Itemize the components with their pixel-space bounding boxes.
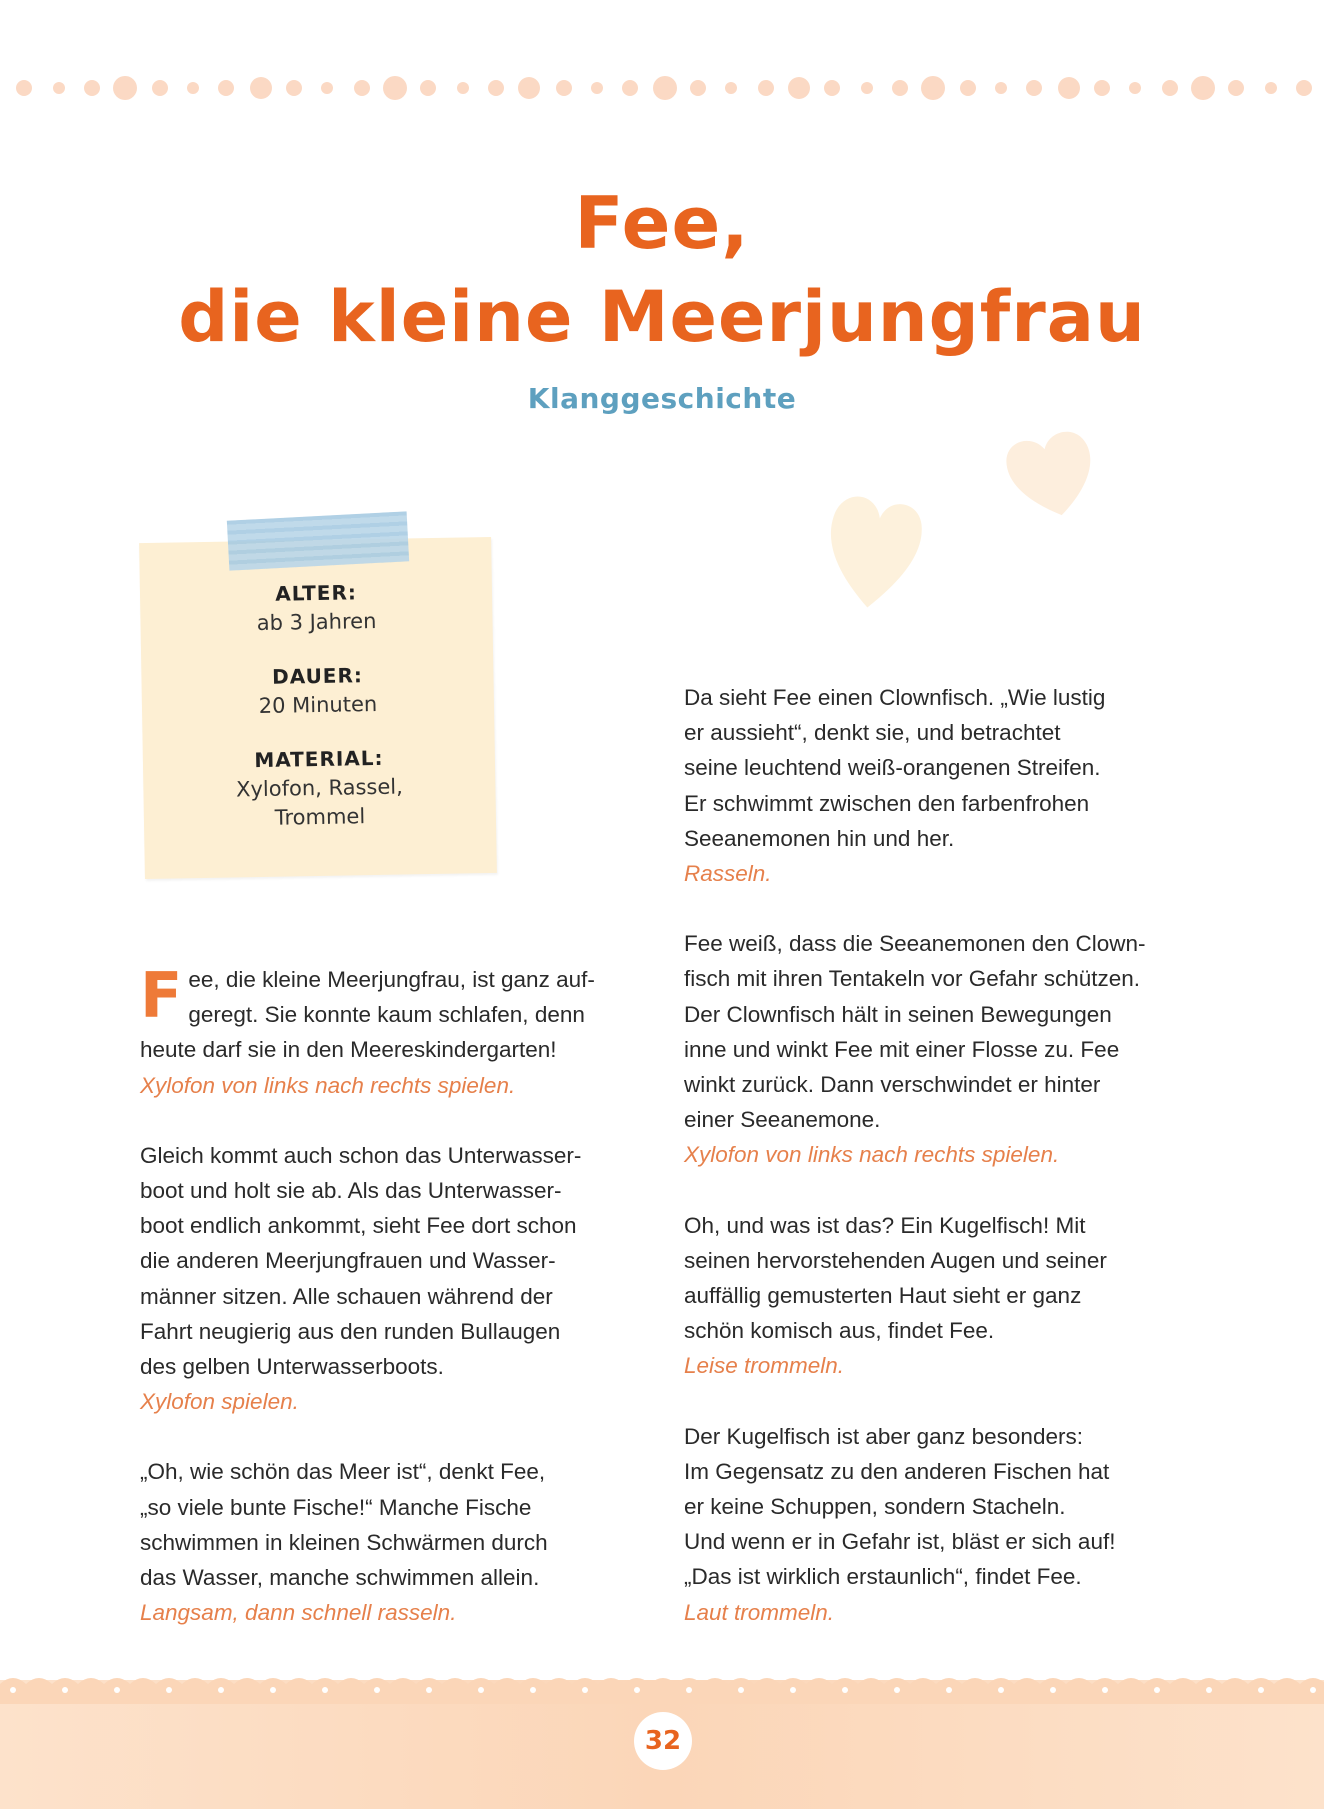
decorative-dot [634, 1687, 640, 1693]
decorative-dot [114, 1687, 120, 1693]
decorative-dot [84, 80, 100, 96]
text-line: Und wenn er in Gefahr ist, bläst er sich auf! [684, 1529, 1116, 1555]
text-line: Da sieht Fee einen Clownfisch. „Wie lustig [684, 685, 1106, 710]
decorative-dot [478, 1687, 484, 1693]
decorative-dot [556, 80, 572, 96]
sound-instruction: Xylofon spielen. [140, 1389, 299, 1415]
drop-cap: F [140, 959, 183, 1032]
decorative-dot [420, 80, 436, 96]
story-paragraph [684, 680, 1204, 891]
text-line: schwimmen in kleinen Schwärmen durch [140, 1529, 548, 1555]
text-line: inne und winkt Fee mit einer Flosse zu. Fee [684, 1036, 1120, 1062]
age-value: ab 3 Jahren [256, 608, 377, 636]
story-paragraph [684, 1208, 1204, 1384]
decorative-dot [894, 1687, 900, 1693]
decorative-dot [1258, 1687, 1264, 1693]
decorative-dot [488, 80, 504, 96]
heart-icon [820, 488, 930, 618]
page-title-line-2: die kleine Meerjungfrau [178, 276, 1146, 358]
decorative-dot [1228, 80, 1244, 96]
story-left-column [140, 959, 660, 1665]
decorative-dot [62, 1687, 68, 1693]
story-paragraph [684, 926, 1204, 1172]
decorative-dot [187, 82, 199, 94]
text-line: „Das ist wirklich erstaunlich“, findet Fee. [684, 1564, 1082, 1590]
decorative-dot [1129, 82, 1141, 94]
text-line: Der Clownfisch hält in seinen Bewegungen [684, 1001, 1112, 1027]
decorative-dot [1206, 1687, 1212, 1693]
decorative-dot [725, 82, 737, 94]
decorative-dot [270, 1687, 276, 1693]
text-line: ee, die kleine Meerjungfrau, ist ganz auf- [188, 967, 595, 992]
decorative-dot [622, 80, 638, 96]
decorative-dot [1094, 80, 1110, 96]
text-line: „Oh, wie schön das Meer ist“, denkt Fee, [140, 1459, 546, 1485]
story-paragraph [140, 1454, 660, 1630]
decorative-dot [53, 82, 65, 94]
text-line: „so viele bunte Fische!“ Manche Fische [140, 1494, 532, 1520]
scallop-shape [0, 1678, 1324, 1704]
decorative-dot [426, 1687, 432, 1693]
decorative-dot [1154, 1687, 1160, 1693]
tape-strip [227, 511, 409, 570]
decorative-dot [218, 80, 234, 96]
page-number: 32 [634, 1712, 692, 1770]
text-line: männer sitzen. Alle schauen während der [140, 1283, 553, 1309]
decorative-dot [1296, 80, 1312, 96]
text-line: Im Gegensatz zu den anderen Fischen hat [684, 1458, 1110, 1484]
page-subtitle: Klanggeschichte [527, 382, 797, 415]
decorative-dot [1310, 1687, 1316, 1693]
decorative-dot [690, 80, 706, 96]
decorative-dot [738, 1687, 744, 1693]
text-line: Fahrt neugierig aus den runden Bullaugen [140, 1318, 561, 1344]
decorative-dot [530, 1687, 536, 1693]
decorative-dot [321, 82, 333, 94]
decorative-dot [861, 82, 873, 94]
decorative-dot [686, 1687, 692, 1693]
decorative-dot [1162, 80, 1178, 96]
age-label: ALTER: [275, 580, 358, 606]
decorative-dot [998, 1687, 1004, 1693]
decorative-dot [824, 80, 840, 96]
text-line: Fee weiß, dass die Seeanemonen den Clown- [684, 931, 1146, 957]
duration-value: 20 Minuten [258, 691, 378, 719]
sound-instruction: Laut trommeln. [684, 1599, 835, 1625]
text-line: Gleich kommt auch schon das Unterwasser- [140, 1142, 582, 1168]
material-value [143, 771, 496, 835]
decorative-dot [788, 77, 810, 99]
decorative-dot [591, 82, 603, 94]
text-line: seine leuchtend weiß-orangenen Streifen. [684, 755, 1101, 781]
decorative-dot [1265, 82, 1277, 94]
material-label: MATERIAL: [254, 745, 384, 773]
decorative-dot [518, 77, 540, 99]
decorative-dot [374, 1687, 380, 1693]
text-line: boot endlich ankommt, sieht Fee dort schon [140, 1213, 577, 1239]
decorative-dot [1102, 1687, 1108, 1693]
sound-instruction: Xylofon von links nach rechts spielen. [140, 1072, 516, 1098]
heart-icon [998, 424, 1108, 524]
decorative-dot [946, 1687, 952, 1693]
decorative-dot [354, 80, 370, 96]
decorative-dot [995, 82, 1007, 94]
material-value-line: Trommel [274, 804, 366, 830]
page-title-line-1: Fee, [574, 181, 750, 265]
text-line: schön komisch aus, findet Fee. [684, 1318, 995, 1344]
decorative-dot [286, 80, 302, 96]
decorative-dot [113, 76, 137, 100]
decorative-dot [1050, 1687, 1056, 1693]
text-line: er aussieht“, denkt sie, und betrachtet [684, 720, 1061, 746]
story-paragraph [140, 1138, 660, 1420]
decorative-dot [653, 76, 677, 100]
decorative-dot [250, 77, 272, 99]
info-card-content [140, 575, 496, 835]
text-line: seinen hervorstehenden Augen und seiner [684, 1247, 1107, 1273]
sound-instruction: Leise trommeln. [684, 1353, 845, 1379]
decorative-dot-border [0, 60, 1324, 116]
text-line: Er schwimmt zwischen den farbenfrohen [684, 790, 1090, 816]
decorative-dot [457, 82, 469, 94]
story-paragraph [684, 1419, 1204, 1630]
text-line: geregt. Sie konnte kaum schlafen, denn [188, 1002, 585, 1028]
text-line: er keine Schuppen, sondern Stacheln. [684, 1494, 1066, 1520]
decorative-dot [166, 1687, 172, 1693]
text-line: fisch mit ihren Tentakeln vor Gefahr schützen. [684, 966, 1141, 992]
text-line: das Wasser, manche schwimmen allein. [140, 1565, 540, 1591]
text-line: Seeanemonen hin und her. [684, 825, 955, 851]
text-line: boot und holt sie ab. Als das Unterwasser- [140, 1178, 562, 1204]
decorative-dot [152, 80, 168, 96]
decorative-dot [322, 1687, 328, 1693]
text-line: Der Kugelfisch ist aber ganz besonders: [684, 1423, 1083, 1449]
text-line: auffällig gemusterten Haut sieht er ganz [684, 1283, 1082, 1309]
decorative-dot [842, 1687, 848, 1693]
footer-scalloped-edge [0, 1670, 1324, 1704]
text-line: des gelben Unterwasserboots. [140, 1354, 444, 1380]
sound-instruction: Langsam, dann schnell rasseln. [140, 1600, 457, 1626]
material-value-line: Xylofon, Rassel, [235, 774, 404, 802]
decorative-dot [383, 76, 407, 100]
text-line: winkt zurück. Dann verschwindet er hinter [684, 1072, 1101, 1098]
decorative-dot [1058, 77, 1080, 99]
story-right-column [684, 680, 1204, 1665]
decorative-dot [960, 80, 976, 96]
decorative-dot [10, 1687, 16, 1693]
text-line: Oh, und was ist das? Ein Kugelfisch! Mit [684, 1212, 1086, 1238]
decorative-dot [790, 1687, 796, 1693]
duration-label: DAUER: [271, 663, 364, 689]
decorative-dot [921, 76, 945, 100]
decorative-dot [218, 1687, 224, 1693]
decorative-dot [892, 80, 908, 96]
sound-instruction: Xylofon von links nach rechts spielen. [684, 1142, 1060, 1168]
decorative-dot [16, 80, 32, 96]
text-line: die anderen Meerjungfrauen und Wasser- [140, 1248, 556, 1274]
decorative-dot [582, 1687, 588, 1693]
sound-instruction: Rasseln. [684, 861, 772, 887]
decorative-dot [1191, 76, 1215, 100]
decorative-dot [1026, 80, 1042, 96]
text-line: einer Seeanemone. [684, 1107, 881, 1133]
story-paragraph [140, 959, 660, 1103]
decorative-dot [758, 80, 774, 96]
text-line: heute darf sie in den Meereskindergarten! [140, 1037, 557, 1063]
